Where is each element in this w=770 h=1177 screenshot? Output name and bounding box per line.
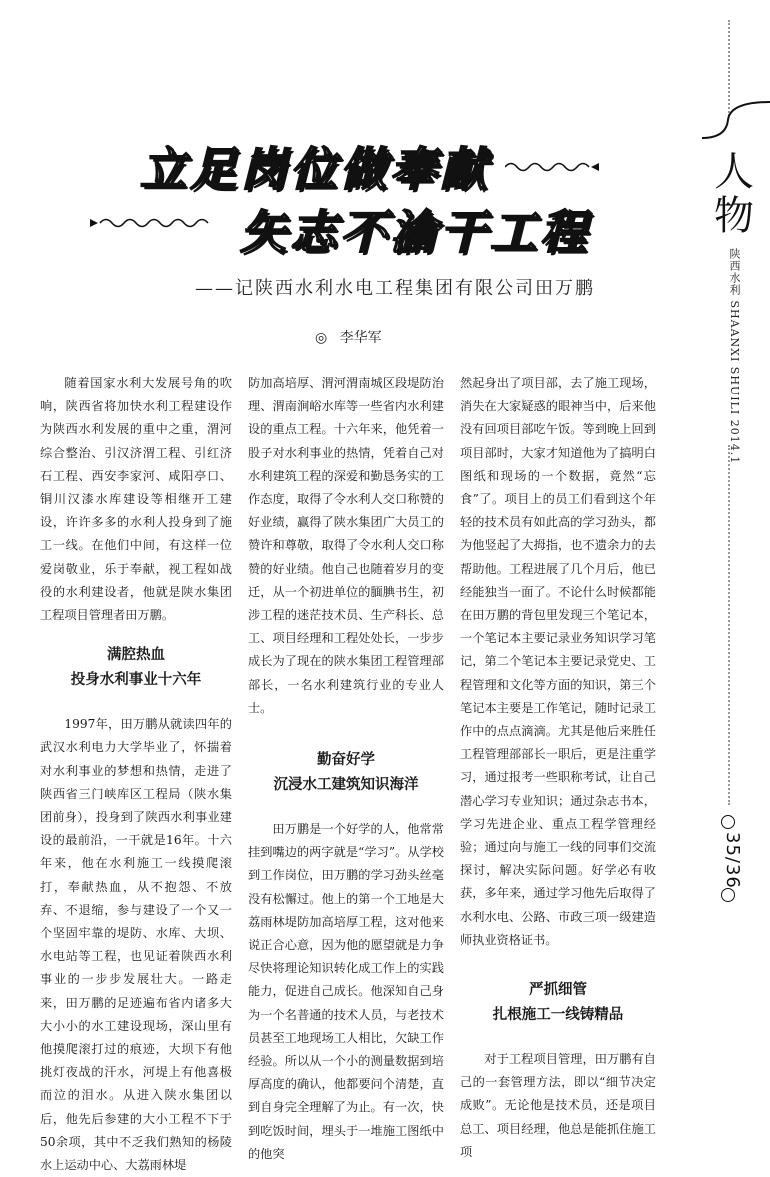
author-name: 李华军 bbox=[339, 330, 382, 346]
body-paragraph: 然起身出了项目部，去了施工现场，消失在大家疑惑的眼神当中，后来他没有回项目部吃午饭。等到晚上回到项目部时，大家才知道他为了搞明白图纸和现场的一个数据，竟然“忘食”了。项目上的员工们看到这个年轻的技术员有如此高的学习劲头，都为他竖起了大拇指，也不遗余力的去帮助他。工程进展了几个月后，他已经能独当一面了。不论什么时候都能在田万鹏的背包里发现三个笔记本，一个笔记本主要记录业务知识学习笔记，第二个笔记本主要记录党史、工程管理和文化等方面的知识，第三个笔记本主要是工作笔记，随时记录工作中的点点滴滴。尤其是他后来胜任工程管理部部长一职后，更是注重学习，通过报考一些职称考试，让自己潜心学习专业知识；通过杂志书本，学习先进企业、重点工程学管理经验；通过向与施工一线的同事们交流探讨，解决实际问题。好学必有收获，多年来，通过学习他先后取得了水利水电、公路、市政三项一级建造师执业资格证书。 bbox=[460, 376, 656, 947]
title-decoration-left bbox=[90, 216, 210, 230]
page-number-circle-top-icon bbox=[721, 815, 735, 829]
author-mark-icon: ◎ bbox=[315, 330, 328, 346]
section-label-char-1: 人 bbox=[714, 149, 754, 195]
page-title-line-2: 矢志不渝干工程 bbox=[240, 205, 590, 259]
body-paragraph: 田万鹏是一个好学的人，他常常挂到嘴边的两字就是“学习”。从学校到工作岗位，田万鹏的学习劲头丝毫没有松懈过。他上的第一个工地是大荔雨林堤防加高培厚工程，这对他来说正合心意，因为他的愿望就是力争尽快将理论知识转化成工作上的实践能力，促进自己成长。他深知自己身为一个名普通的技术人员，与老技术员甚至工地现场工人相比，欠缺工作经验。所以从一个小的测量数据到培厚高度的确认，他都要问个清楚，直到自身完全理解了为止。有一次，快到吃饭时间，埋头于一堆施工图纸中的他突 bbox=[248, 822, 444, 1161]
section-heading-1-line-2: 投身水利事业十六年 bbox=[70, 672, 202, 689]
intro-paragraph: 随着国家水利大发展号角的吹响，陕西省将加快水利工程建设作为陕西水利发展的重中之重，渭河综合整治、引汉济渭工程、引红济石工程、西安李家河、咸阳亭口、铜川汉漆水库建设等相继开工建设，许许多多的水利人投身到了施工一线。在他们中间，有这样一位爱岗敬业，乐于奉献，视工程如战役的水利建设者，他就是陕水集团工程项目管理者田万鹏。 bbox=[40, 376, 232, 623]
section-label-char-2: 物 bbox=[714, 193, 754, 239]
section-heading-3-line-1: 严抓细管 bbox=[529, 982, 587, 999]
page-title-line-1: 立足岗位做奉献 bbox=[140, 142, 490, 196]
section-heading-2-line-2: 沉浸水工建筑知识海洋 bbox=[273, 777, 419, 794]
section-heading-2 bbox=[248, 748, 444, 798]
page-subtitle: ——记陕西水利水电工程集团有限公司田万鹏 bbox=[195, 278, 595, 299]
sidebar-dotted-line-bottom bbox=[728, 445, 732, 805]
body-paragraph: 防加高培厚、渭河渭南城区段堤防治理、渭南涧峪水库等一些省内水利建设的重点工程。十六年来，他凭着一股子对水利事业的热情，凭着自己对水利建筑工程的深爱和勤恳务实的工作态度，取得了令水利人交口称赞的好业绩，赢得了陕水集团广大员工的赞许和尊敬，取得了令水利人交口称赞的好业绩。他自己也随着岁月的变迁，从一个初进单位的腼腆书生，初涉工程的迷茫技术员、生产科长、总工、项目经理和工程处处长，一步步成长为了现在的陕水集团工程管理部部长，一名水利建筑行业的专业人士。 bbox=[248, 376, 444, 715]
page-number-circle-bottom-icon bbox=[721, 888, 735, 902]
page-number: 35/36 bbox=[722, 832, 743, 889]
article-column-2 bbox=[248, 372, 444, 1166]
section-heading-1 bbox=[40, 643, 232, 693]
article-column-1 bbox=[40, 372, 232, 1177]
section-heading-3-line-2: 扎根施工一线铸精品 bbox=[492, 1007, 624, 1024]
section-heading-1-line-1: 满腔热血 bbox=[107, 647, 165, 664]
sidebar-tab-curve bbox=[700, 100, 770, 140]
body-paragraph: 1997年，田万鹏从就读四年的武汉水利电力大学毕业了，怀揣着对水利事业的梦想和热情，走进了陕西省三门峡库区工程局（陕水集团前身），投身到了陕西水利事业建设的最前沿，一干就是16年。十六年来，他在水利施工一线摸爬滚打，奉献热血，从不抱怨、不放弃、不退缩，参与建设了一个又一个坚固牢靠的堤防、水库、大坝、水电站等工程，也见证着陕西水利事业的一步步发展壮大。一路走来，田万鹏的足迹遍布省内诸多大大小小的水工建设现场，深山里有他摸爬滚打过的痕迹，大坝下有他挑灯夜战的汗水，河堤上有他喜极而泣的泪水。从进入陕水集团以后，他先后参建的大小工程不下于50余项，其中不乏我们熟知的杨陵水上运动中心、大荔雨林堤 bbox=[40, 717, 232, 1173]
section-heading-2-line-1: 勤奋好学 bbox=[317, 752, 375, 769]
body-paragraph: 对于工程项目管理，田万鹏有自己的一套管理方法，即以“细节决定成败”。无论他是技术员，还是项目总工、项目经理，他总是能抓住施工项 bbox=[460, 1052, 656, 1159]
author-byline bbox=[315, 327, 382, 347]
section-heading-3 bbox=[460, 978, 656, 1028]
title-decoration-right bbox=[505, 160, 600, 174]
article-column-3 bbox=[460, 372, 656, 1164]
magazine-name-vertical: 陕西水利 SHAANXI SHUILI 2014.1 bbox=[728, 248, 741, 465]
